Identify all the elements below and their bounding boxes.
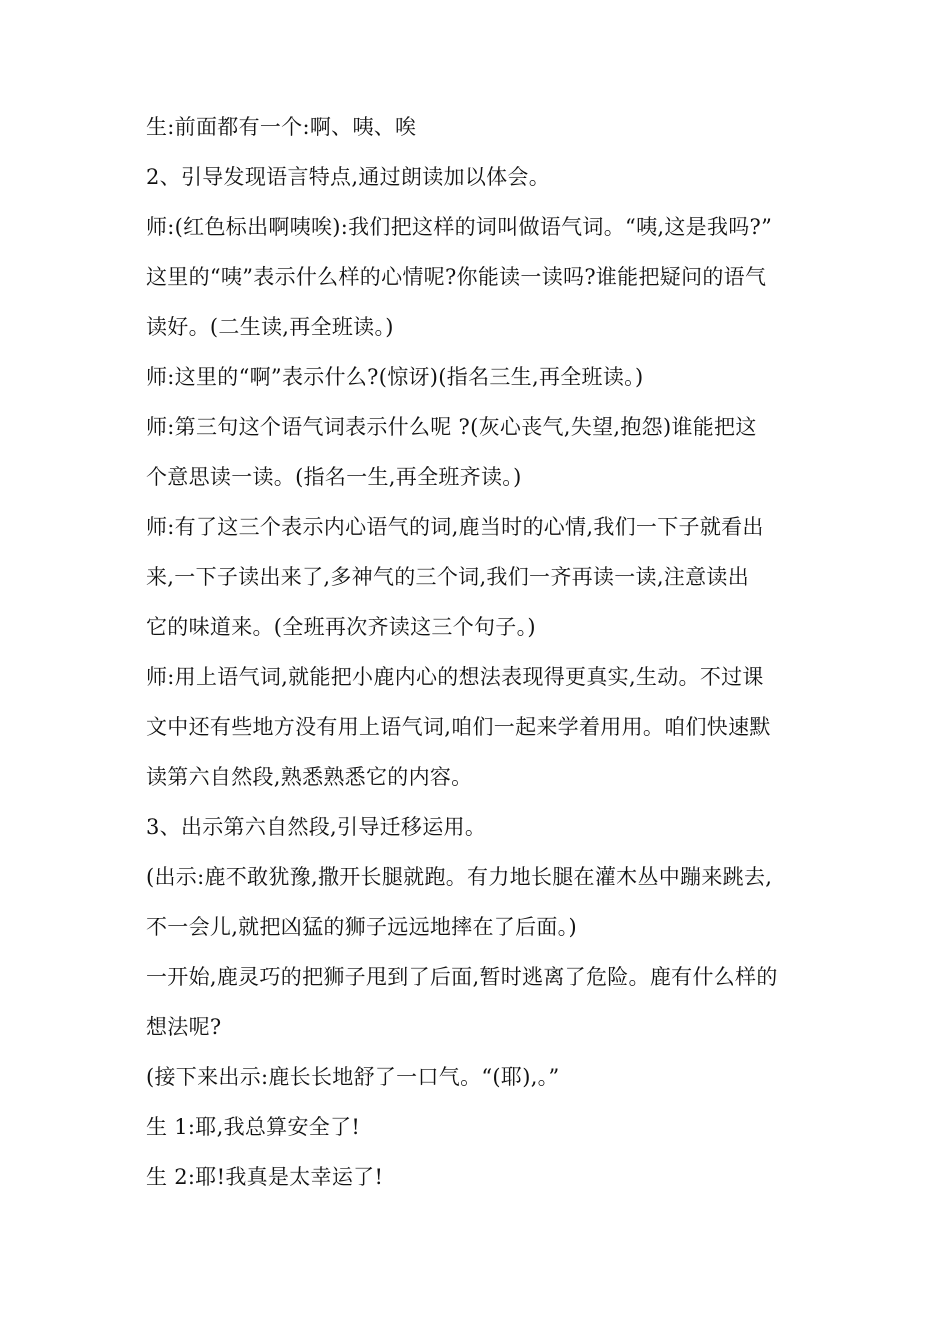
text-line: 师:有了这三个表示内心语气的词,鹿当时的心情,我们一下子就看出	[146, 515, 764, 539]
text-line: 师:第三句这个语气词表示什么呢 ?(灰心丧气,失望,抱怨)谁能把这	[146, 415, 757, 439]
text-line: 生 1:耶,我总算安全了!	[146, 1115, 361, 1139]
document-body	[146, 102, 826, 1202]
text-line: 个意思读一读。(指名一生,再全班齐读。)	[146, 465, 522, 489]
text-line: 师:用上语气词,就能把小鹿内心的想法表现得更真实,生动。不过课	[146, 665, 764, 689]
text-line: 来,一下子读出来了,多神气的三个词,我们一齐再读一读,注意读出	[146, 565, 749, 589]
text-line: 2、引导发现语言特点,通过朗读加以体会。	[146, 165, 551, 189]
text-line: 不一会儿,就把凶猛的狮子远远地摔在了后面。)	[146, 915, 577, 939]
text-line: 想法呢?	[146, 1015, 222, 1039]
text-line: 生 2:耶!我真是太幸运了!	[146, 1165, 384, 1189]
text-line: (接下来出示:鹿长长地舒了一口气。“(耶),。”	[146, 1065, 560, 1089]
text-line: 读好。(二生读,再全班读。)	[146, 315, 394, 339]
text-line: 这里的“咦”表示什么样的心情呢?你能读一读吗?谁能把疑问的语气	[146, 265, 767, 289]
text-line: 一开始,鹿灵巧的把狮子甩到了后面,暂时逃离了危险。鹿有什么样的	[146, 965, 778, 989]
text-line: 文中还有些地方没有用上语气词,咱们一起来学着用用。咱们快速默	[146, 715, 771, 739]
text-line: 3、出示第六自然段,引导迁移运用。	[146, 815, 487, 839]
text-line: 读第六自然段,熟悉熟悉它的内容。	[146, 765, 473, 789]
text-line: 它的味道来。(全班再次齐读这三个句子。)	[146, 615, 536, 639]
text-line: 生:前面都有一个:啊、咦、唉	[146, 115, 417, 139]
text-line: (出示:鹿不敢犹豫,撒开长腿就跑。有力地长腿在灌木丛中蹦来跳去,	[146, 865, 773, 889]
text-line: 师:(红色标出啊咦唉):我们把这样的词叫做语气词。“咦,这是我吗?”	[146, 215, 773, 239]
text-line: 师:这里的“啊”表示什么?(惊讶)(指名三生,再全班读。)	[146, 365, 644, 389]
